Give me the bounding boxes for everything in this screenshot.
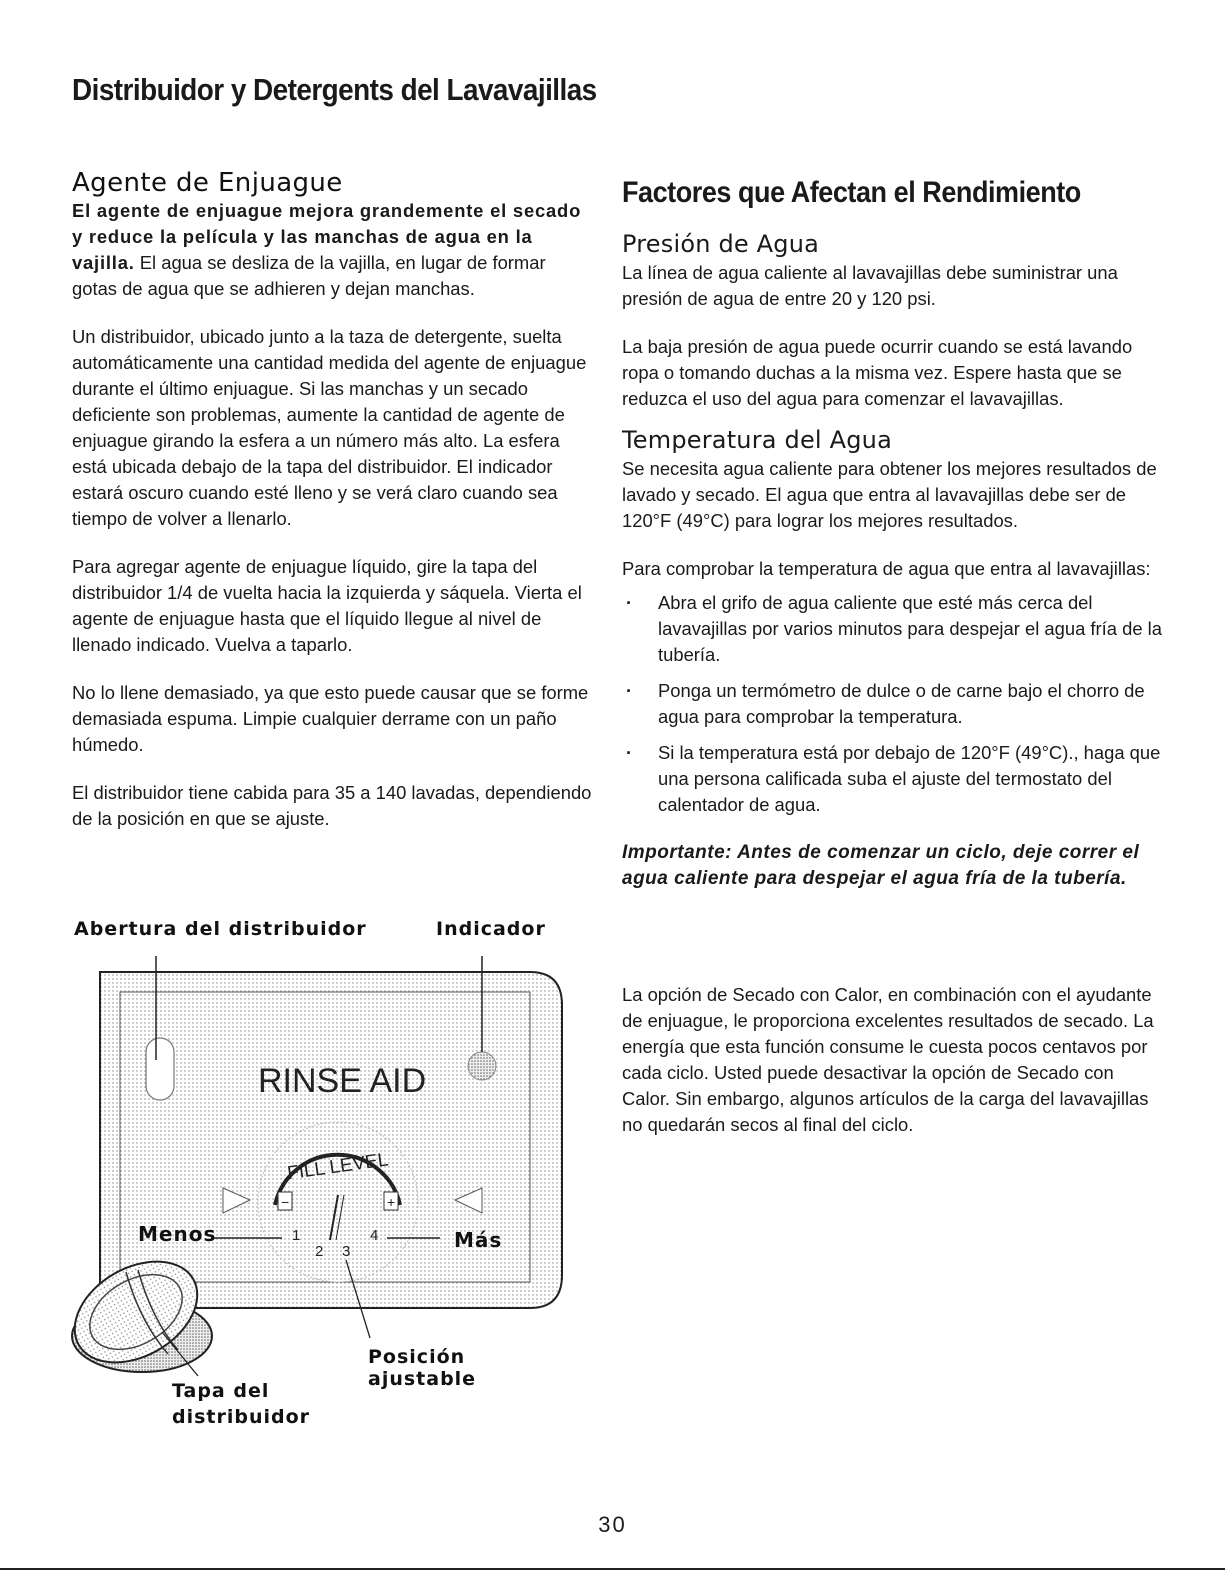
paragraph: No lo llene demasiado, ya que esto puede causar que se forme demasiada espuma. Limpie cualquier derrame con un paño húmedo.	[72, 682, 589, 755]
dial-number: 2	[315, 1243, 324, 1260]
minus-sign: −	[281, 1194, 290, 1210]
list-item: · Si la temperatura está por debajo de 120°F (49°C)., haga que una persona calificada suba el ajuste del termostato del calentador de agua.	[622, 740, 1162, 818]
fill-level-text: FILL LEVEL	[285, 1149, 390, 1185]
dial-number: 3	[342, 1243, 351, 1260]
dial-number: 4	[370, 1227, 379, 1244]
water-temperature-heading: Temperatura del Agua	[622, 426, 892, 454]
rinse-aid-lead	[72, 198, 592, 302]
dispenser-opening-shape	[146, 1038, 174, 1100]
label-more: Más	[454, 1228, 503, 1252]
label-dispenser-opening: Abertura del distribuidor	[74, 918, 367, 940]
rinse-aid-heading: Agente de Enjuague	[72, 168, 343, 198]
indicator-dot	[468, 1052, 496, 1080]
page-title: Distribuidor y Detergents del Lavavajillas	[72, 72, 597, 107]
performance-heading: Factores que Afectan el Rendimiento	[622, 176, 1081, 209]
paragraph: Un distribuidor, ubicado junto a la taza de detergente, suelta automáticamente una cantidad medida del agente de enjuague durante el último enjuague. Si las manchas y un secado deficiente son problemas, aumente la cantidad de agente de enjuague girando la esfera a un número más alto. La esfera está ubicada debajo de la tapa del distribuidor. El indicador estará oscuro cuando esté lleno y se verá claro cuando sea tiempo de volver a llenarlo.	[72, 326, 587, 529]
important-note: Importante: Antes de comenzar un ciclo, deje correr el agua caliente para despejar el agua fría de la tubería.	[622, 842, 1140, 889]
list-item: · Abra el grifo de agua caliente que esté más cerca del lavavajillas por varios minutos para despejar el agua fría de la tubería.	[622, 590, 1162, 668]
heat-dry-paragraph: La opción de Secado con Calor, en combinación con el ayudante de enjuague, le proporciona excelentes resultados de secado. La energía que esta función consume le cuesta pocos centavos por cada ciclo. Usted puede desactivar la opción de Secado con Calor. Sin embargo, algunos artículos de la carga del lavavajillas no quedarán secos al final del ciclo.	[622, 984, 1154, 1135]
water-pressure-heading: Presión de Agua	[622, 230, 820, 258]
bottom-rule	[0, 1568, 1225, 1570]
paragraph: Se necesita agua caliente para obtener los mejores resultados de lavado y secado. El agua que entra al lavavajillas debe ser de 120°F (49°C) para lograr los mejores resultados.	[622, 458, 1157, 531]
paragraph: La baja presión de agua puede ocurrir cuando se está lavando ropa o tomando duchas a la misma vez. Espere hasta que se reduzca el uso del agua para comenzar el lavavajillas.	[622, 336, 1133, 409]
rinse-aid-figure	[60, 910, 580, 1440]
right-column	[622, 176, 1162, 1160]
rinse-aid-panel-text: RINSE AID	[258, 1062, 427, 1100]
page-number: 30	[598, 1512, 627, 1537]
label-cap-line2: distribuidor	[172, 1406, 311, 1428]
label-adjustable-position: Posición ajustable	[368, 1346, 477, 1390]
rinse-aid-lead-rest: El agua se desliza de la vajilla, en lugar de formar gotas de agua que se adhieren y dejan manchas.	[72, 252, 546, 299]
dial-number: 1	[292, 1227, 301, 1244]
paragraph: La línea de agua caliente al lavavajillas debe suministrar una presión de agua de entre 20 y 120 psi.	[622, 262, 1118, 309]
paragraph: Para agregar agente de enjuague líquido, gire la tapa del distribuidor 1/4 de vuelta hacia la izquierda y sáquela. Vierta el agente de enjuague hasta que el líquido llegue al nivel de llenado indicado. Vuelva a taparlo.	[72, 556, 582, 655]
rinse-aid-lead-bold: El agente de enjuague mejora grandemente el secado y reduce la película y las manchas de agua en la vajilla.	[72, 200, 582, 273]
label-cap-line1: Tapa del	[172, 1380, 270, 1402]
plus-sign: +	[387, 1194, 396, 1210]
paragraph: Para comprobar la temperatura de agua que entra al lavavajillas:	[622, 558, 1151, 579]
temperature-steps-list	[622, 590, 1162, 818]
list-item: · Ponga un termómetro de dulce o de carne bajo el chorro de agua para comprobar la temperatura.	[622, 678, 1162, 730]
paragraph: El distribuidor tiene cabida para 35 a 140 lavadas, dependiendo de la posición en que se ajuste.	[72, 782, 592, 829]
left-column	[72, 168, 592, 854]
label-indicator: Indicador	[436, 918, 546, 940]
label-less: Menos	[138, 1222, 217, 1246]
